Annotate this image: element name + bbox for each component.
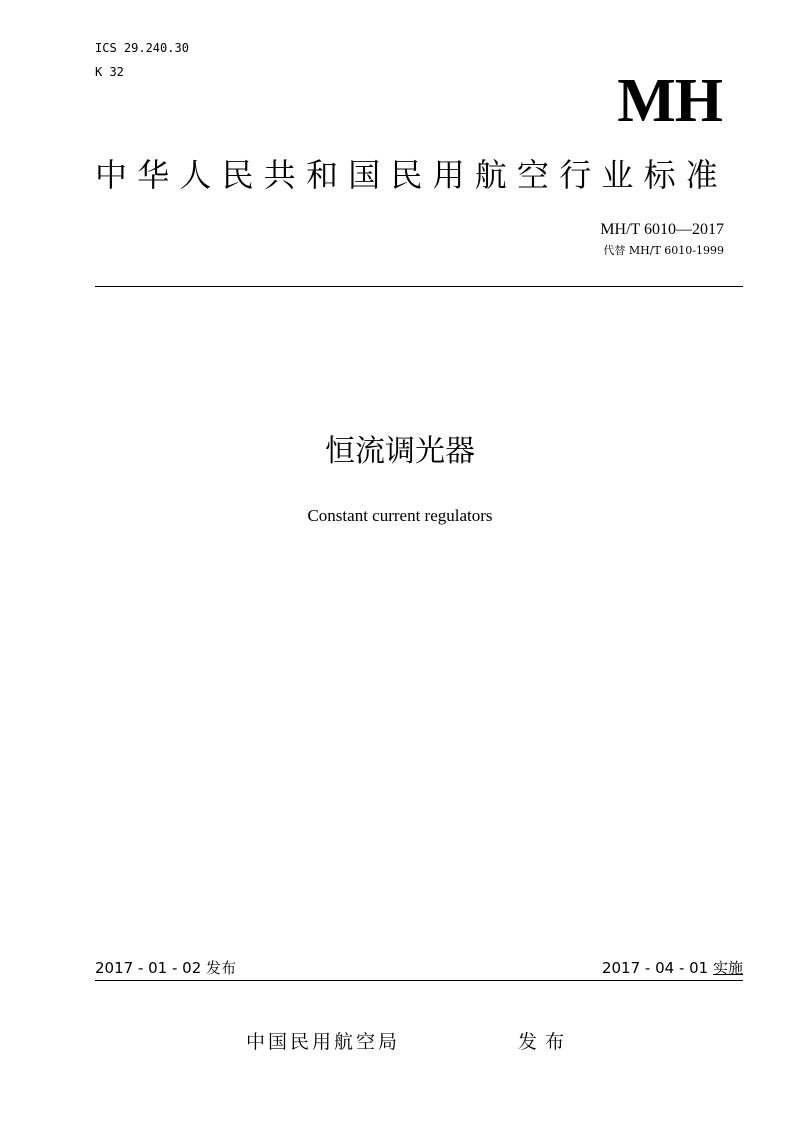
ics-code: ICS 29.240.30 (95, 41, 189, 55)
standard-title: 中华人民共和国民用航空行业标准 (95, 156, 729, 194)
implementation-date (602, 958, 743, 978)
implementation-date-label: 实施 (712, 959, 743, 977)
standard-number: MH/T 6010—2017 (600, 221, 724, 238)
header-divider (95, 286, 743, 287)
document-title-cn: 恒流调光器 (325, 434, 475, 469)
implementation-date-value: 2017 - 04 - 01 (601, 959, 713, 977)
publisher-name: 中国民用航空局 (246, 1031, 401, 1053)
classification-code: K 32 (95, 65, 124, 79)
footer-divider (95, 980, 743, 981)
replaces-standard: 代替 MH/T 6010-1999 (603, 244, 724, 257)
issue-date: 2017 - 01 - 02 发布 (95, 959, 237, 977)
mh-logo: MH (617, 67, 722, 135)
publish-label: 发布 (518, 1031, 573, 1053)
document-title-en: Constant current regulators (307, 506, 493, 525)
